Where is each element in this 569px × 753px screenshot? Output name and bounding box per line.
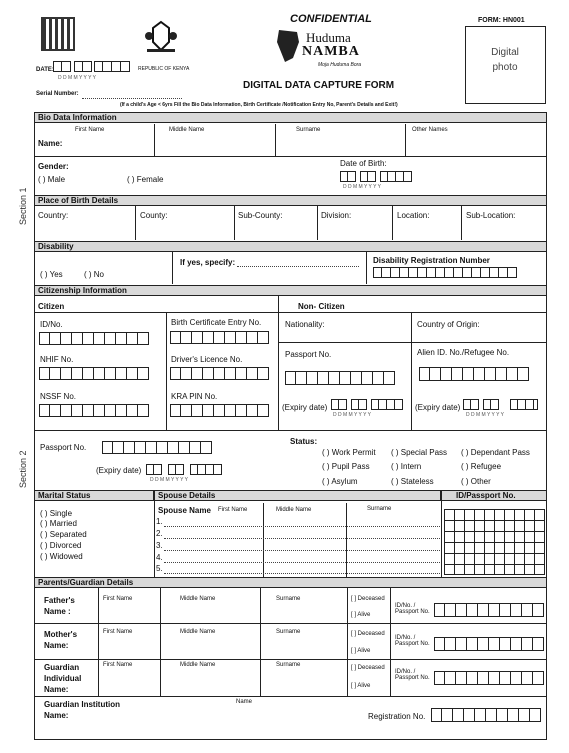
- alien-expiry-label: (Expiry date): [415, 403, 461, 412]
- mother-id-label: ID/No. / Passport No.: [395, 635, 430, 647]
- guardian-surname-label: Surname: [276, 662, 301, 668]
- marital-section-header: Marital Status: [34, 490, 154, 501]
- status-passport-boxes[interactable]: [102, 441, 212, 454]
- alien-boxes[interactable]: [419, 367, 529, 381]
- coat-of-arms-icon: [143, 20, 179, 54]
- spouse-row-1: 1.: [156, 517, 163, 526]
- father-id-boxes[interactable]: [434, 603, 544, 617]
- citizen-label: Citizen: [38, 302, 65, 311]
- spouse-id-boxes[interactable]: [444, 509, 545, 575]
- spouse-surname-label: Surname: [367, 506, 392, 512]
- form-note: (If a child's Age < 6yrs Fill the Bio Data Information, Birth Certificate /Notification Entry No, Parent's Details and Exit!): [120, 102, 398, 108]
- id-no-boxes[interactable]: [39, 332, 149, 345]
- spouse-row-2: 2.: [156, 529, 163, 538]
- institution-name-label: Name: [236, 699, 253, 705]
- status-passport-label: Passport No.: [40, 443, 87, 452]
- separated-option[interactable]: ( ) Separated: [40, 530, 87, 539]
- dob-year-boxes[interactable]: [380, 171, 412, 182]
- father-label: Father's Name :: [44, 596, 75, 616]
- status-asylum[interactable]: ( ) Asylum: [322, 477, 358, 486]
- registration-label: Registration No.: [368, 712, 426, 721]
- father-alive[interactable]: [ ] Alive: [351, 612, 371, 618]
- date-month-boxes[interactable]: [74, 61, 92, 72]
- father-id-label: ID/No. / Passport No.: [395, 603, 430, 615]
- status-intern[interactable]: ( ) Intern: [391, 462, 422, 471]
- nhif-boxes[interactable]: [39, 367, 149, 380]
- brand-tagline: Moja Huduma Bora: [318, 62, 362, 68]
- status-work-permit[interactable]: ( ) Work Permit: [322, 448, 376, 457]
- kra-label: KRA PIN No.: [171, 392, 218, 401]
- status-special-pass[interactable]: ( ) Special Pass: [391, 448, 448, 457]
- nssf-boxes[interactable]: [39, 404, 149, 417]
- other-names-label: Other Names: [412, 127, 448, 133]
- id-no-label: ID/No.: [40, 320, 63, 329]
- nc-expiry-year[interactable]: [371, 399, 403, 410]
- subcounty-label: Sub-County:: [238, 211, 283, 220]
- dob-month-boxes[interactable]: [360, 171, 376, 182]
- female-option[interactable]: ( ) Female: [127, 175, 164, 184]
- mother-label: Mother's Name:: [44, 630, 78, 650]
- divorced-option[interactable]: ( ) Divorced: [40, 541, 82, 550]
- dob-label: Date of Birth:: [340, 159, 387, 168]
- confidential-label: CONFIDENTIAL: [290, 13, 372, 25]
- nationality-label: Nationality:: [285, 320, 325, 329]
- status-dependant-pass[interactable]: ( ) Dependant Pass: [461, 448, 530, 457]
- spouse-first-label: First Name: [218, 507, 248, 513]
- date-year-boxes[interactable]: [94, 61, 130, 72]
- widowed-option[interactable]: ( ) Widowed: [40, 552, 83, 561]
- dob-day-boxes[interactable]: [340, 171, 356, 182]
- date-hint: D D M M Y Y Y Y: [58, 75, 96, 81]
- guardian-id-label: ID/No. / Passport No.: [395, 669, 430, 681]
- nhif-label: NHIF No.: [40, 355, 74, 364]
- middle-name-label: Middle Name: [169, 127, 205, 133]
- date-label: DATE:: [36, 67, 54, 73]
- brand-namba: NAMBA: [302, 44, 360, 59]
- gender-label: Gender:: [38, 162, 69, 171]
- status-pupil-pass[interactable]: ( ) Pupil Pass: [322, 462, 370, 471]
- citizenship-section-header: Citizenship Information: [34, 285, 547, 296]
- disability-no[interactable]: ( ) No: [84, 270, 104, 279]
- kenya-map-icon: [275, 28, 301, 64]
- status-label: Status:: [290, 437, 318, 446]
- status-expiry-label: (Expiry date): [96, 466, 142, 475]
- alien-expiry-hint: D D M M Y Y Y Y: [466, 412, 504, 418]
- birth-section-header: Place of Birth Details: [34, 195, 547, 206]
- date-day-boxes[interactable]: [53, 61, 71, 72]
- institution-label: Guardian Institution Name:: [44, 700, 120, 720]
- alien-expiry-year[interactable]: [510, 399, 538, 410]
- status-other[interactable]: ( ) Other: [461, 477, 491, 486]
- county-label: County:: [140, 211, 168, 220]
- nc-expiry-label: (Expiry date): [282, 403, 328, 412]
- photo-label: Digital photo: [491, 47, 519, 73]
- disability-section-header: Disability: [34, 241, 547, 252]
- serial-label: Serial Number:: [36, 91, 79, 97]
- spouse-row-3: 3.: [156, 541, 163, 550]
- status-expiry-hint: D D M M Y Y Y Y: [150, 477, 188, 483]
- surname-label: Surname: [296, 127, 321, 133]
- male-option[interactable]: ( ) Male: [38, 175, 66, 184]
- guardian-id-boxes[interactable]: [434, 671, 544, 685]
- status-refugee[interactable]: ( ) Refugee: [461, 462, 502, 471]
- mother-deceased[interactable]: [ ] Deceased: [351, 631, 385, 637]
- status-expiry-month[interactable]: [168, 464, 184, 475]
- nc-passport-boxes[interactable]: [285, 371, 395, 385]
- nc-expiry-month[interactable]: [351, 399, 367, 410]
- nssf-label: NSSF No.: [40, 392, 77, 401]
- disability-reg-boxes[interactable]: [373, 267, 517, 278]
- spouse-middle-label: Middle Name: [276, 507, 312, 513]
- specify-label: If yes, specify:: [180, 258, 236, 267]
- mother-id-boxes[interactable]: [434, 637, 544, 651]
- spouse-row-5: 5.: [156, 564, 163, 573]
- birth-cert-label: Birth Certificate Entry No.: [171, 318, 262, 327]
- spouse-name-label: Spouse Name: [158, 506, 211, 515]
- nc-passport-label: Passport No.: [285, 350, 332, 359]
- spouse-section-header: Spouse Details: [154, 490, 441, 501]
- guardian-label: Guardian Individual Name:: [44, 663, 82, 694]
- form-number: FORM: HN001: [478, 17, 525, 24]
- status-expiry-year[interactable]: [190, 464, 222, 475]
- id-passport-section-header: ID/Passport No.: [441, 490, 547, 501]
- father-surname-label: Surname: [276, 596, 301, 602]
- alien-expiry-day[interactable]: [463, 399, 479, 410]
- birth-cert-boxes[interactable]: [170, 331, 269, 344]
- guardian-alive[interactable]: [ ] Alive: [351, 683, 371, 689]
- nc-expiry-hint: D D M M Y Y Y Y: [333, 412, 371, 418]
- guardian-deceased[interactable]: [ ] Deceased: [351, 665, 385, 671]
- form-title: DIGITAL DATA CAPTURE FORM: [243, 80, 395, 91]
- mother-alive[interactable]: [ ] Alive: [351, 648, 371, 654]
- mother-first-label: First Name: [103, 629, 133, 635]
- mother-middle-label: Middle Name: [180, 629, 216, 635]
- nc-expiry-day[interactable]: [331, 399, 347, 410]
- republic-label: REPUBLIC OF KENYA: [138, 66, 190, 72]
- alien-label: Alien ID. No./Refugee No.: [417, 348, 510, 357]
- father-deceased[interactable]: [ ] Deceased: [351, 596, 385, 602]
- origin-label: Country of Origin:: [417, 320, 480, 329]
- disability-reg-label: Disability Registration Number: [373, 256, 490, 265]
- father-first-label: First Name: [103, 596, 133, 602]
- section-1-label: Section 1: [18, 187, 28, 225]
- status-expiry-day[interactable]: [146, 464, 162, 475]
- licence-boxes[interactable]: [170, 367, 269, 380]
- brand-huduma: Huduma: [306, 30, 351, 45]
- registration-boxes[interactable]: [431, 708, 541, 722]
- non-citizen-label: Non- Citizen: [298, 302, 345, 311]
- father-middle-label: Middle Name: [180, 596, 216, 602]
- licence-label: Driver's Licence No.: [171, 355, 243, 364]
- married-option[interactable]: ( ) Married: [40, 519, 77, 528]
- name-label: Name:: [38, 139, 63, 148]
- bio-section-header: Bio Data Information: [34, 112, 547, 123]
- sublocation-label: Sub-Location:: [466, 211, 516, 220]
- spouse-row-4: 4.: [156, 553, 163, 562]
- single-option[interactable]: ( ) Single: [40, 509, 73, 518]
- first-name-label: First Name: [75, 127, 105, 133]
- guardian-first-label: First Name: [103, 662, 133, 668]
- status-stateless[interactable]: ( ) Stateless: [391, 477, 434, 486]
- division-label: Division:: [321, 211, 352, 220]
- mother-surname-label: Surname: [276, 629, 301, 635]
- guardian-middle-label: Middle Name: [180, 662, 216, 668]
- alien-expiry-month[interactable]: [483, 399, 499, 410]
- kra-boxes[interactable]: [170, 404, 269, 417]
- parents-section-header: Parents/Guardian Details: [34, 577, 547, 588]
- country-label: Country:: [38, 211, 69, 220]
- disability-yes[interactable]: ( ) Yes: [40, 270, 63, 279]
- dob-hint: D D M M Y Y Y Y: [343, 184, 381, 190]
- qr-code: [41, 17, 75, 51]
- section-2-label: Section 2: [18, 450, 28, 488]
- location-label: Location:: [397, 211, 430, 220]
